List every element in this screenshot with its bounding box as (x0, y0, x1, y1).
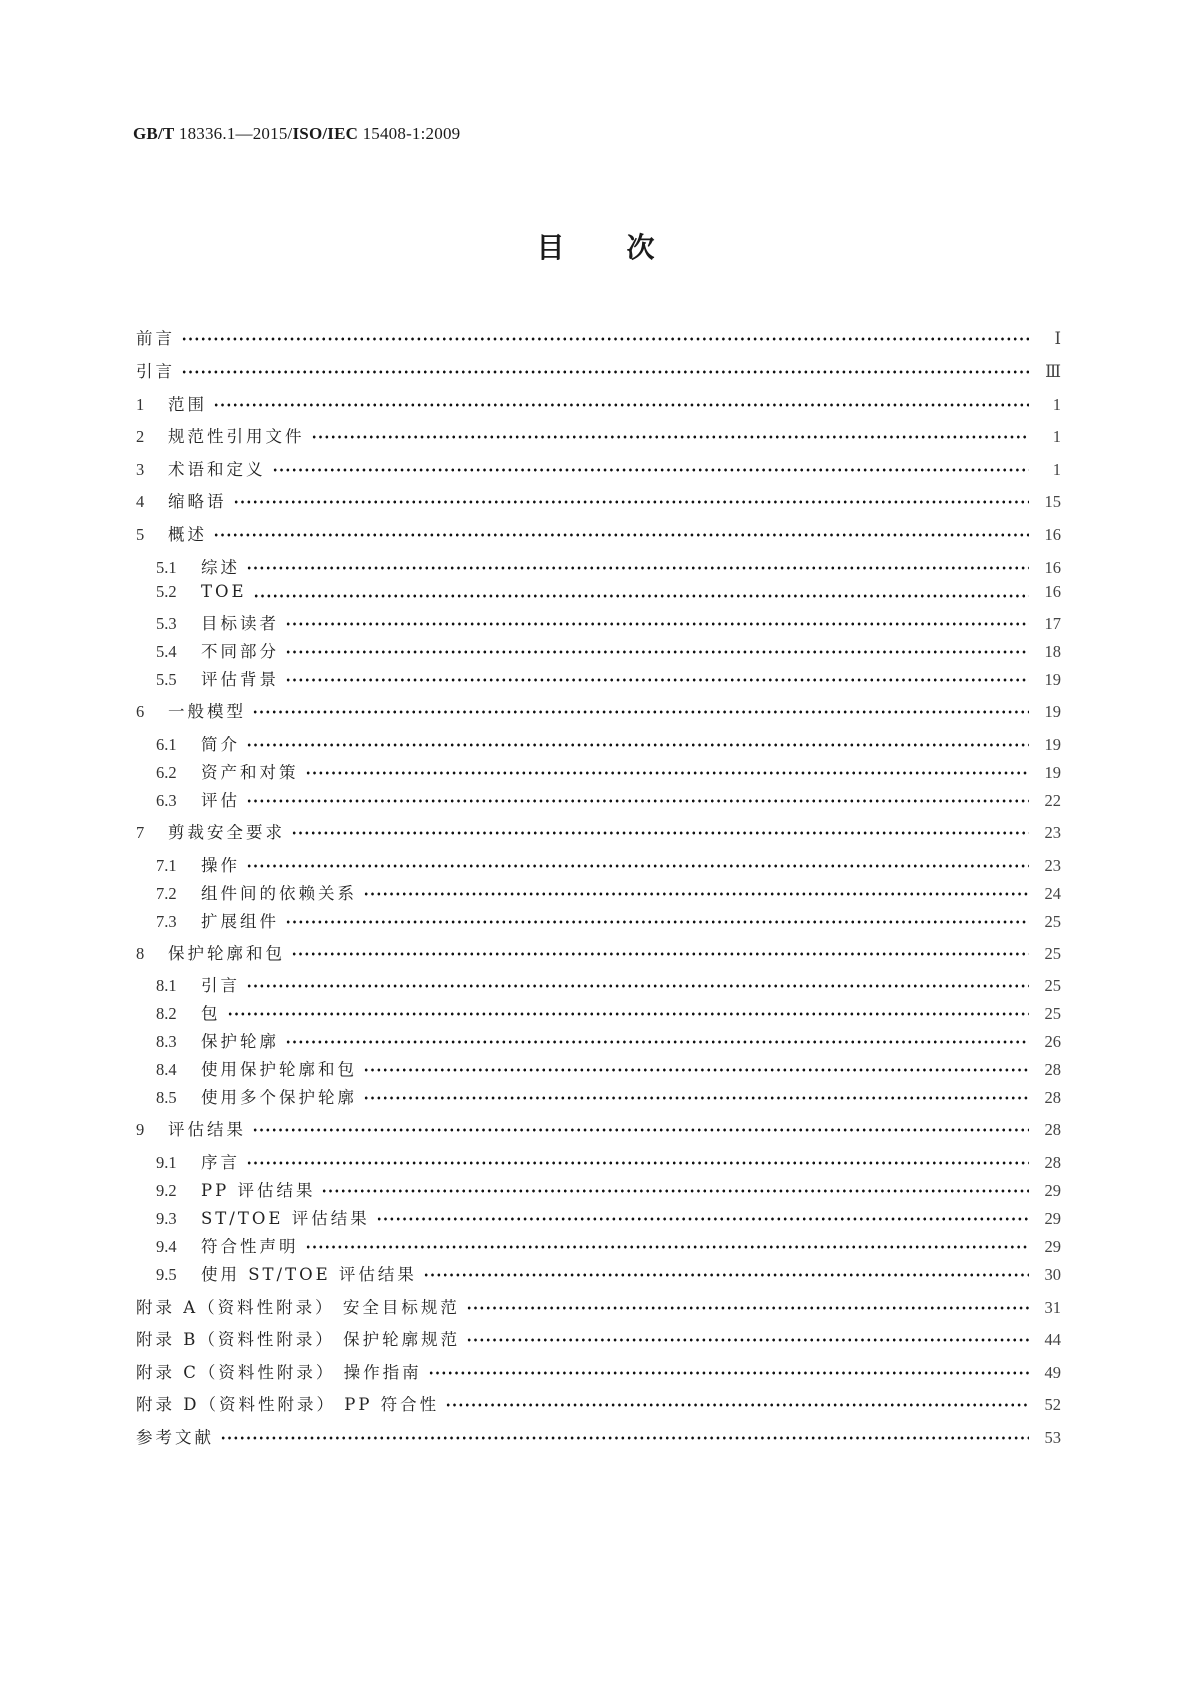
dot-leader (246, 984, 1029, 988)
toc-entry[interactable] (136, 325, 1061, 349)
toc-entry-label: 规范性引用文件 (168, 427, 305, 446)
toc-entry-page: 17 (1044, 614, 1061, 633)
toc-entry-number: 6 (136, 702, 145, 721)
toc-entry[interactable] (136, 698, 1061, 722)
toc-entry-number: 8.2 (156, 1004, 177, 1023)
toc-entry-label: ST/TOE 评估结果 (201, 1209, 370, 1228)
toc-entry-label: 附录 C（资料性附录） 操作指南 (136, 1363, 422, 1382)
code-iso: ISO/IEC (292, 124, 359, 143)
toc-entry[interactable] (136, 1261, 1061, 1285)
toc-entry-page: 1 (1052, 395, 1061, 414)
toc-entry-page: 53 (1044, 1428, 1061, 1447)
toc-entry[interactable] (136, 1294, 1061, 1318)
document-code (133, 124, 460, 144)
toc-entry-page: 19 (1044, 735, 1061, 754)
toc-entry-page: 16 (1044, 582, 1061, 601)
toc-entry[interactable] (136, 1326, 1061, 1350)
toc-entry-page: 25 (1044, 1004, 1061, 1023)
toc-entry-label: 符合性声明 (201, 1237, 299, 1256)
toc-entry-label: 使用多个保护轮廓 (201, 1088, 357, 1107)
toc-entry-number: 5.1 (156, 558, 177, 577)
toc-entry-page: 16 (1044, 525, 1061, 544)
toc-entry-label: 概述 (168, 525, 207, 544)
toc-entry-label: 评估背景 (201, 670, 279, 689)
toc-entry-label: 评估结果 (168, 1120, 246, 1139)
dot-leader (423, 1273, 1029, 1277)
toc-entry-number: 5.5 (156, 670, 177, 689)
toc-entry-page: 28 (1044, 1153, 1061, 1172)
toc-entry-label: 综述 (201, 558, 240, 577)
code-main: 18336.1—2015/ (174, 124, 293, 143)
toc-entry-page: 28 (1044, 1120, 1061, 1139)
toc-entry-number: 4 (136, 492, 145, 511)
toc-entry[interactable] (136, 972, 1061, 996)
toc-entry-label: 范围 (168, 395, 207, 414)
toc-entry-label: 一般模型 (168, 702, 246, 721)
dot-leader (285, 920, 1029, 924)
toc-entry[interactable] (136, 582, 1061, 606)
dot-leader (466, 1306, 1029, 1310)
toc-entry[interactable] (136, 819, 1061, 843)
dot-leader (246, 799, 1029, 803)
toc-entry[interactable] (136, 1359, 1061, 1383)
toc-entry-page: 18 (1044, 642, 1061, 661)
toc-entry-number: 5.3 (156, 614, 177, 633)
toc-entry-page: 25 (1044, 912, 1061, 931)
toc-entry[interactable] (136, 1391, 1061, 1415)
toc-entry-page: 25 (1044, 944, 1061, 963)
dot-leader (220, 1436, 1029, 1440)
dot-leader (227, 1012, 1030, 1016)
toc-entry-page: 25 (1044, 976, 1061, 995)
dot-leader (252, 1128, 1029, 1132)
dot-leader (311, 435, 1030, 439)
toc-entry[interactable] (136, 1116, 1061, 1140)
toc-entry-label: 附录 A（资料性附录） 安全目标规范 (136, 1298, 460, 1317)
toc-entry-page: 52 (1044, 1395, 1061, 1414)
dot-leader (285, 622, 1029, 626)
toc-entry-page: Ⅰ (1054, 329, 1061, 348)
toc-entry-number: 6.1 (156, 735, 177, 754)
toc-entry-label: 附录 B（资料性附录） 保护轮廓规范 (136, 1330, 461, 1349)
toc-entry[interactable] (136, 787, 1061, 811)
toc-entry-number: 8.3 (156, 1032, 177, 1051)
toc-entry[interactable] (136, 1084, 1061, 1108)
toc-entry[interactable] (136, 1177, 1061, 1201)
toc-entry-number: 9.1 (156, 1153, 177, 1172)
dot-leader (246, 864, 1029, 868)
toc-entry-page: 28 (1044, 1088, 1061, 1107)
dot-leader (181, 370, 1029, 374)
page-title: 目次 (536, 231, 717, 264)
toc-entry-number: 8 (136, 944, 145, 963)
toc-entry[interactable] (136, 666, 1061, 690)
dot-leader (291, 952, 1029, 956)
toc-entry[interactable] (136, 423, 1061, 447)
dot-leader (181, 337, 1029, 341)
toc-entry[interactable] (136, 456, 1061, 480)
toc-entry[interactable] (136, 1028, 1061, 1052)
toc-entry-page: 28 (1044, 1060, 1061, 1079)
toc-entry-number: 8.5 (156, 1088, 177, 1107)
toc-entry[interactable] (136, 1149, 1061, 1173)
toc-entry-page: 26 (1044, 1032, 1061, 1051)
toc-entry-number: 6.3 (156, 791, 177, 810)
toc-entry[interactable] (136, 731, 1061, 755)
toc-entry-label: 组件间的依赖关系 (201, 884, 357, 903)
toc-entry-page: 15 (1044, 492, 1061, 511)
toc-entry-number: 7.1 (156, 856, 177, 875)
toc-entry-page: 24 (1044, 884, 1061, 903)
toc-entry[interactable] (136, 1056, 1061, 1080)
dot-leader (363, 892, 1029, 896)
toc-entry-page: 19 (1044, 670, 1061, 689)
toc-entry-page: 44 (1044, 1330, 1061, 1349)
toc-entry[interactable] (136, 1205, 1061, 1229)
toc-entry[interactable] (136, 638, 1061, 662)
toc-entry[interactable] (136, 610, 1061, 634)
toc-entry-page: 30 (1044, 1265, 1061, 1284)
toc-entry[interactable] (136, 759, 1061, 783)
toc-entry-label: 引言 (201, 976, 240, 995)
toc-entry-label: 附录 D（资料性附录） PP 符合性 (136, 1395, 440, 1414)
toc-entry-label: 操作 (201, 856, 240, 875)
toc-entry-page: 29 (1044, 1209, 1061, 1228)
dot-leader (253, 594, 1029, 598)
dot-leader (445, 1403, 1029, 1407)
toc-entry-label: 前言 (136, 329, 175, 348)
toc-entry-label: 引言 (136, 362, 175, 381)
toc-entry[interactable] (136, 1233, 1061, 1257)
code-prefix: GB/T (133, 124, 175, 143)
toc-entry[interactable] (136, 880, 1061, 904)
toc-entry-page: 19 (1044, 763, 1061, 782)
toc-entry-label: 扩展组件 (201, 912, 279, 931)
code-suffix: 15408-1:2009 (358, 124, 461, 143)
dot-leader (246, 566, 1029, 570)
dot-leader (285, 650, 1029, 654)
dot-leader (213, 533, 1029, 537)
toc-entry-label: 包 (201, 1004, 221, 1023)
toc-entry-label: 不同部分 (201, 642, 279, 661)
dot-leader (246, 1161, 1029, 1165)
toc-entry-page: 23 (1044, 856, 1061, 875)
toc-entry-number: 7.3 (156, 912, 177, 931)
toc-entry-page: 1 (1052, 460, 1061, 479)
toc-entry[interactable] (136, 521, 1061, 545)
toc-entry-number: 9 (136, 1120, 145, 1139)
toc-entry[interactable] (136, 852, 1061, 876)
dot-leader (233, 500, 1030, 504)
toc-entry-page: 1 (1052, 427, 1061, 446)
toc-entry-number: 3 (136, 460, 145, 479)
toc-entry[interactable] (136, 358, 1061, 382)
toc-entry-label: PP 评估结果 (201, 1181, 316, 1200)
dot-leader (376, 1217, 1029, 1221)
toc-entry-label: 使用保护轮廓和包 (201, 1060, 357, 1079)
dot-leader (305, 1245, 1030, 1249)
toc-entry-number: 9.4 (156, 1237, 177, 1256)
toc-entry-number: 9.2 (156, 1181, 177, 1200)
toc-entry-label: 缩略语 (168, 492, 227, 511)
toc-entry-label: TOE (201, 582, 247, 601)
toc-entry-label: 剪裁安全要求 (168, 823, 285, 842)
toc-entry-number: 2 (136, 427, 145, 446)
dot-leader (285, 1040, 1029, 1044)
toc-entry-page: 49 (1044, 1363, 1061, 1382)
toc-entry[interactable] (136, 391, 1061, 415)
dot-leader (213, 403, 1029, 407)
toc-entry-page: 22 (1044, 791, 1061, 810)
dot-leader (291, 831, 1029, 835)
toc-entry-number: 6.2 (156, 763, 177, 782)
dot-leader (466, 1338, 1029, 1342)
toc-entry-label: 序言 (201, 1153, 240, 1172)
toc-entry-number: 9.5 (156, 1265, 177, 1284)
toc-entry[interactable] (136, 940, 1061, 964)
toc-entry-label: 目标读者 (201, 614, 279, 633)
dot-leader (363, 1096, 1029, 1100)
toc-entry-page: 31 (1044, 1298, 1061, 1317)
toc-entry-label: 术语和定义 (168, 460, 266, 479)
toc-entry-page: 29 (1044, 1181, 1061, 1200)
dot-leader (252, 710, 1029, 714)
toc-entry-label: 保护轮廓 (201, 1032, 279, 1051)
toc-entry[interactable] (136, 488, 1061, 512)
toc-entry-page: 19 (1044, 702, 1061, 721)
toc-entry-number: 7 (136, 823, 145, 842)
dot-leader (305, 771, 1030, 775)
toc-entry-number: 5 (136, 525, 145, 544)
toc-entry[interactable] (136, 1000, 1061, 1024)
toc-entry-number: 8.1 (156, 976, 177, 995)
dot-leader (428, 1371, 1029, 1375)
toc-entry-number: 5.4 (156, 642, 177, 661)
toc-entry[interactable] (136, 1424, 1061, 1448)
toc-entry-label: 使用 ST/TOE 评估结果 (201, 1265, 417, 1284)
toc-entry-number: 9.3 (156, 1209, 177, 1228)
dot-leader (321, 1189, 1029, 1193)
dot-leader (246, 743, 1029, 747)
toc-entry-page: 16 (1044, 558, 1061, 577)
toc-entry-page: Ⅲ (1045, 362, 1061, 381)
toc-entry[interactable] (136, 554, 1061, 578)
toc-entry-label: 保护轮廓和包 (168, 944, 285, 963)
toc-entry-page: 23 (1044, 823, 1061, 842)
toc-entry-label: 评估 (201, 791, 240, 810)
toc-entry-number: 5.2 (156, 582, 177, 601)
toc-entry-label: 资产和对策 (201, 763, 299, 782)
dot-leader (285, 678, 1029, 682)
dot-leader (272, 468, 1030, 472)
toc-entry-number: 8.4 (156, 1060, 177, 1079)
toc-entry[interactable] (136, 908, 1061, 932)
dot-leader (363, 1068, 1029, 1072)
toc-entry-page: 29 (1044, 1237, 1061, 1256)
toc-entry-label: 参考文献 (136, 1428, 214, 1447)
toc-entry-number: 1 (136, 395, 145, 414)
toc-entry-number: 7.2 (156, 884, 177, 903)
toc-entry-label: 简介 (201, 735, 240, 754)
